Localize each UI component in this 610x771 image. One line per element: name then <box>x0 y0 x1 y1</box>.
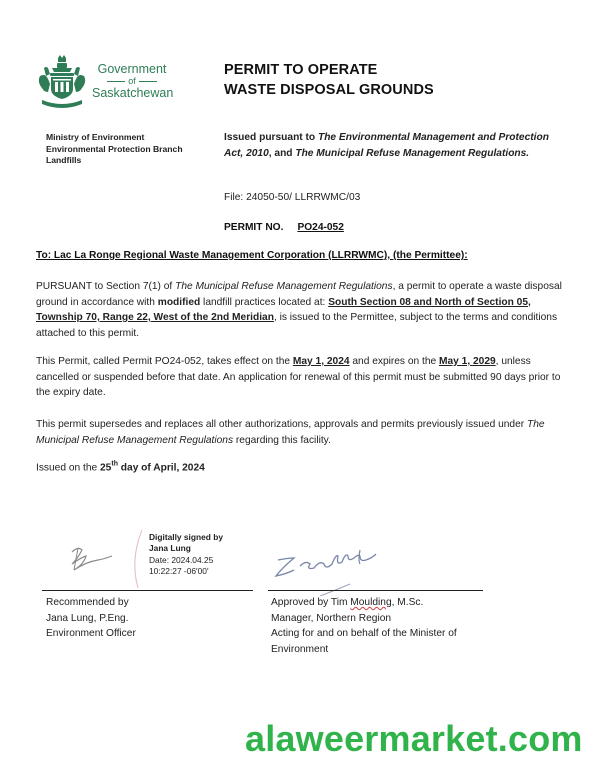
jana-lung-signature-icon <box>62 540 122 580</box>
p2-text-b: and expires on the <box>349 356 440 367</box>
p1-text-a: PURSUANT to Section 7(1) of <box>36 281 176 292</box>
logo-line-saskatchewan: Saskatchewan <box>92 86 174 100</box>
act-name-1: The Environmental Management and Protection Act, 2010 <box>224 132 549 159</box>
approver-title: Manager, Northern Region <box>271 612 392 624</box>
recommender-title: Environment Officer <box>46 628 136 639</box>
p2-text-c: , unless cancelled or suspended before that date. An application for renewal of this permit must be submitted 90 days prior to the expiry date. <box>36 356 561 398</box>
permit-number-value: PO24-052 <box>297 222 344 233</box>
logo-wordmark <box>92 62 172 100</box>
approver-credentials: , M.Sc. <box>391 597 424 608</box>
recommended-by-block <box>46 595 136 642</box>
permit-number <box>224 222 344 233</box>
issued-on-rest: day of April, 2024 <box>117 462 205 474</box>
effective-date: May 1, 2024 <box>292 356 350 367</box>
pursuant-paragraph <box>36 279 576 341</box>
approver-acting-cont: Environment <box>271 643 329 655</box>
document-title <box>224 60 434 100</box>
issued-on-lead: Issued on the <box>36 462 101 474</box>
branch-line: Environmental Protection Branch <box>46 143 183 154</box>
logo-line-of <box>92 76 172 86</box>
p3-text-a: This permit supersedes and replaces all other authorizations, approvals and permits previously issued under <box>36 419 527 430</box>
act-name-2: The Municipal Refuse Management Regulations. <box>295 147 530 159</box>
coat-of-arms-icon <box>36 54 88 110</box>
digital-signed-by: Digitally signed by <box>149 532 223 542</box>
watermark-text: alaweermarket.com <box>245 718 583 759</box>
p1-regulation: The Municipal Refuse Management Regulations <box>175 281 393 292</box>
issued-lead: Issued pursuant to <box>224 132 318 143</box>
approved-by-block <box>271 595 501 657</box>
recommended-label: Recommended by <box>46 597 129 608</box>
issued-on-day: 25 <box>100 462 112 474</box>
logo-line-government: Government <box>97 62 167 76</box>
approved-line <box>271 595 501 611</box>
p3-text-b: regarding this facility. <box>233 434 331 446</box>
unit-line: Landfills <box>46 155 82 165</box>
title-line-2: WASTE DISPOSAL GROUNDS <box>224 82 434 98</box>
tim-moulding-signature-icon <box>270 548 420 596</box>
p1-text-b: , a permit to operate a waste disposal ground in accordance with <box>36 281 562 308</box>
issued-pursuant-statement <box>224 130 564 161</box>
p1-location: South Section 08 and North of Section 05, Township 70, Range 22, West of the 2nd Meridian <box>36 296 531 323</box>
title-line-1: PERMIT TO OPERATE <box>224 62 378 78</box>
approver-acting: Acting for and on behalf of the Minister of <box>271 628 457 639</box>
signature-line-approved <box>268 590 483 591</box>
addressee-line: To: Lac La Ronge Regional Waste Management Corporation (LLRRWMC), (the Permittee): <box>36 250 468 261</box>
digital-signer-name: Jana Lung <box>149 543 191 554</box>
logo-of-text: of <box>128 76 136 86</box>
government-of-saskatchewan-logo <box>36 54 176 110</box>
p1-modified: modified <box>157 296 201 308</box>
issued-on-ordinal: th <box>111 461 118 468</box>
p3-regulation: The Municipal Refuse Management Regulations <box>36 419 545 446</box>
ministry-block <box>46 132 183 167</box>
issued-mid: , and <box>268 147 296 159</box>
approver-surname: Moulding <box>350 597 392 608</box>
approved-lead: Approved by Tim <box>271 597 351 608</box>
digital-sign-time: 10:22:27 -06'00' <box>149 565 209 576</box>
validity-paragraph <box>36 354 576 401</box>
file-number: File: 24050-50/ LLRRWMC/03 <box>224 192 361 203</box>
supersedes-paragraph <box>36 417 576 448</box>
issue-date-line <box>36 461 205 473</box>
p2-text-a: This Permit, called Permit PO24-052, takes effect on the <box>36 356 293 367</box>
p1-text-c: landfill practices located at: <box>200 296 329 308</box>
ministry-line: Ministry of Environment <box>46 132 145 142</box>
expiry-date: May 1, 2029 <box>439 356 496 367</box>
digital-signature-stamp <box>149 532 223 577</box>
recommender-name: Jana Lung, P.Eng. <box>46 612 129 624</box>
digital-sign-date: Date: 2024.04.25 <box>149 554 214 565</box>
digital-signature-mark-icon <box>128 528 148 590</box>
p1-text-d: , is issued to the Permittee, subject to the terms and conditions attached to this permit. <box>36 312 558 339</box>
signature-line-recommended <box>42 590 253 591</box>
permit-number-label: PERMIT NO. <box>224 222 284 233</box>
